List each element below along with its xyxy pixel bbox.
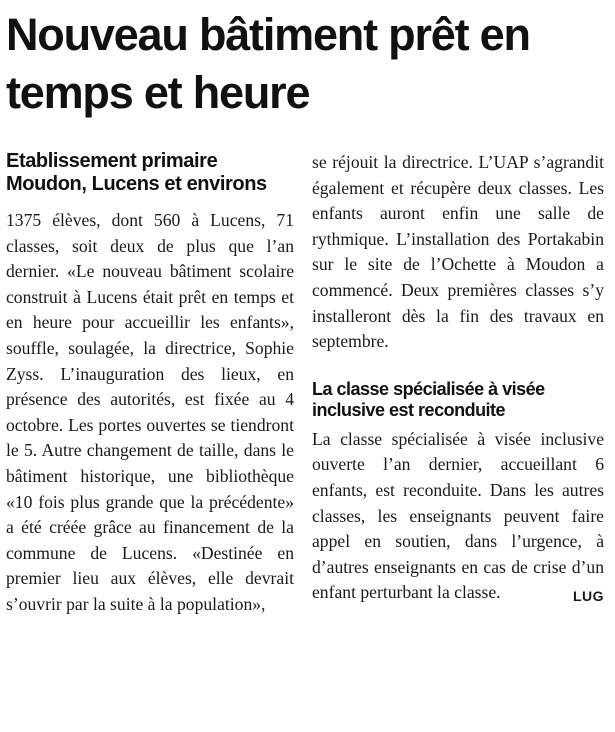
article-headline: Nouveau bâtiment prêt en temps et heure — [6, 9, 530, 118]
article-body-inclusive — [312, 427, 604, 606]
section-subhead-inclusive: La classe spécialisée à visée inclusive est reconduite — [312, 378, 545, 420]
author-signature: LUG — [572, 588, 604, 605]
left-column — [6, 150, 294, 618]
article-body-paragraph: 1375 élèves, dont 560 à Lucens, 71 classes, soit deux de plus que l’an dernier. «Le nouveau bâtiment scolaire construit à Lucens était prêt en temps et en heure pour accueillir les enfants», souffle, soulagée, la directrice, Sophie Zyss. L’inauguration des lieux, en présence des autorités, est fixée au 4 octobre. Les portes ouvertes se tiendront le 5. Autre changement de taille, dans le bâtiment historique, une bibliothèque «10 fois plus grande que la précédente» a été créée grâce au financement de la commune de Lucens. «Destinée en premier lieu aux élèves, elle devrait s’ouvrir par la suite à la population», — [6, 210, 294, 614]
section-subhead: Etablissement primaire Moudon, Lucens et environs — [6, 150, 267, 195]
inclusive-text: La classe spécialisée à visée inclusive ouverte l’an dernier, accueillant 6 enfants, est reconduite. Dans les autres classes, les enseignants peuvent faire appel en soutien, dans l’urgence, à d’autres enseignants en cas de crise d’un enfant perturbant la classe. — [312, 428, 604, 603]
right-column — [312, 150, 604, 610]
article-body-continuation: se réjouit la directrice. L’UAP s’agrandit également et récupère deux classes. Les enfants auront enfin une salle de rythmique. L’installation des Portakabin sur le site de l’Ochette à Moudon a commencé. Deux premières classes s’y installeront dès la fin des travaux en septembre. — [312, 152, 604, 352]
